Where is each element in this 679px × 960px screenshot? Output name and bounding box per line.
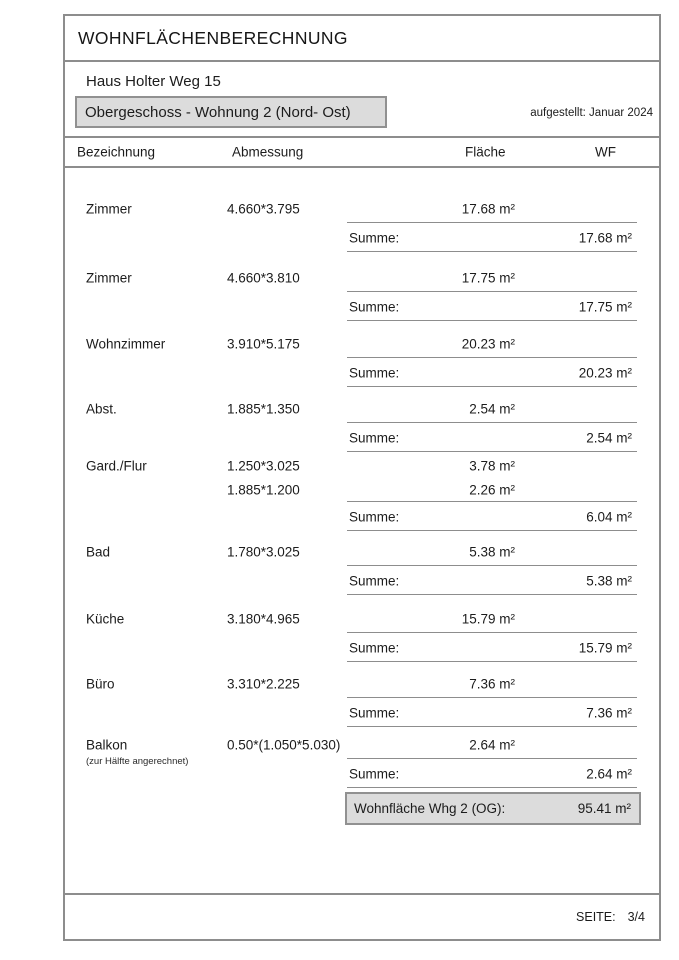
sum-label: Summe: [349, 430, 400, 445]
sum-row [65, 423, 659, 452]
title-block [65, 16, 659, 62]
floor-label-box [75, 96, 387, 128]
total-label: Wohnfläche Whg 2 (OG): [354, 801, 506, 816]
page-footer [65, 895, 659, 939]
measurement-row [65, 395, 659, 423]
total-value: 95.41 m² [577, 801, 631, 816]
measurement-row [65, 264, 659, 292]
measurement-row [65, 670, 659, 698]
room-area: 5.38 m² [469, 544, 515, 560]
sum-label: Summe: [349, 573, 400, 588]
room-dimensions: 3.910*5.175 [227, 336, 300, 352]
sum-row [65, 502, 659, 531]
room-dimensions: 0.50*(1.050*5.030) [227, 737, 341, 753]
sum-label: Summe: [349, 230, 400, 245]
measurement-row [65, 478, 659, 502]
sum-value: 5.38 m² [586, 573, 632, 588]
room-dimensions: 4.660*3.810 [227, 270, 300, 286]
room-dimensions: 1.250*3.025 [227, 458, 300, 474]
room-area: 17.75 m² [461, 270, 515, 286]
sum-label: Summe: [349, 299, 400, 314]
house-address: Haus Holter Weg 15 [86, 73, 221, 90]
prepared-date: aufgestellt: Januar 2024 [530, 107, 653, 119]
room-area: 2.26 m² [469, 482, 515, 498]
sum-row [65, 223, 659, 252]
room-section-balkon [65, 731, 659, 788]
header-wf: WF [595, 144, 616, 160]
room-area: 7.36 m² [469, 676, 515, 692]
page-title: WOHNFLÄCHENBERECHNUNG [78, 27, 348, 48]
calculation-sheet [63, 14, 661, 941]
room-section-zimmer-1 [65, 195, 659, 252]
header-bezeichnung: Bezeichnung [77, 144, 156, 160]
room-name: Balkon [86, 737, 128, 753]
room-section-buero [65, 670, 659, 727]
room-area: 15.79 m² [461, 611, 515, 627]
room-name: Zimmer [86, 270, 132, 286]
sum-row [65, 698, 659, 727]
room-area: 3.78 m² [469, 458, 515, 474]
room-name: Büro [86, 676, 115, 692]
room-area: 20.23 m² [461, 336, 515, 352]
floor-label: Obergeschoss - Wohnung 2 (Nord- Ost) [85, 103, 351, 121]
room-section-kueche [65, 605, 659, 662]
table-body [65, 168, 659, 895]
room-area: 2.54 m² [469, 401, 515, 417]
sum-value: 17.68 m² [578, 230, 632, 245]
measurement-row [65, 454, 659, 478]
room-dimensions: 1.780*3.025 [227, 544, 300, 560]
sum-value: 17.75 m² [578, 299, 632, 314]
measurement-row [65, 605, 659, 633]
sum-value: 6.04 m² [586, 509, 632, 524]
sum-value: 15.79 m² [578, 640, 632, 655]
sum-row [65, 358, 659, 387]
room-section-bad [65, 538, 659, 595]
measurement-row [65, 330, 659, 358]
room-section-wohnzimmer [65, 330, 659, 387]
sum-row [65, 292, 659, 321]
sum-value: 20.23 m² [578, 365, 632, 380]
header-abmessung: Abmessung [232, 144, 304, 160]
measurement-row [65, 731, 659, 767]
room-dimensions: 1.885*1.350 [227, 401, 300, 417]
header-flaeche: Fläche [465, 144, 506, 160]
total-living-area-box [345, 792, 641, 825]
room-section-garderobe-flur [65, 454, 659, 531]
room-name: Gard./Flur [86, 458, 147, 474]
sum-label: Summe: [349, 509, 400, 524]
measurement-row [65, 195, 659, 223]
room-area: 2.64 m² [469, 737, 515, 753]
sum-label: Summe: [349, 640, 400, 655]
sum-row [65, 759, 659, 788]
room-section-abstellraum [65, 395, 659, 452]
info-block [65, 62, 659, 138]
column-headers [65, 138, 659, 168]
room-section-zimmer-2 [65, 264, 659, 321]
room-dimensions: 3.180*4.965 [227, 611, 300, 627]
room-name: Wohnzimmer [86, 336, 166, 352]
footer-seite-label: SEITE: [576, 910, 616, 924]
room-dimensions: 1.885*1.200 [227, 482, 300, 498]
sum-row [65, 633, 659, 662]
sum-label: Summe: [349, 705, 400, 720]
measurement-row [65, 538, 659, 566]
sum-value: 2.54 m² [586, 430, 632, 445]
footer-page-number: 3/4 [627, 910, 645, 924]
sum-value: 2.64 m² [586, 766, 632, 781]
room-name: Zimmer [86, 201, 132, 217]
sum-label: Summe: [349, 365, 400, 380]
room-area: 17.68 m² [461, 201, 515, 217]
sum-value: 7.36 m² [586, 705, 632, 720]
room-dimensions: 3.310*2.225 [227, 676, 300, 692]
sum-label: Summe: [349, 766, 400, 781]
sum-row [65, 566, 659, 595]
room-note: (zur Hälfte angerechnet) [86, 756, 189, 767]
room-name: Küche [86, 611, 125, 627]
room-name: Bad [86, 544, 111, 560]
room-name: Abst. [86, 401, 117, 417]
room-dimensions: 4.660*3.795 [227, 201, 300, 217]
